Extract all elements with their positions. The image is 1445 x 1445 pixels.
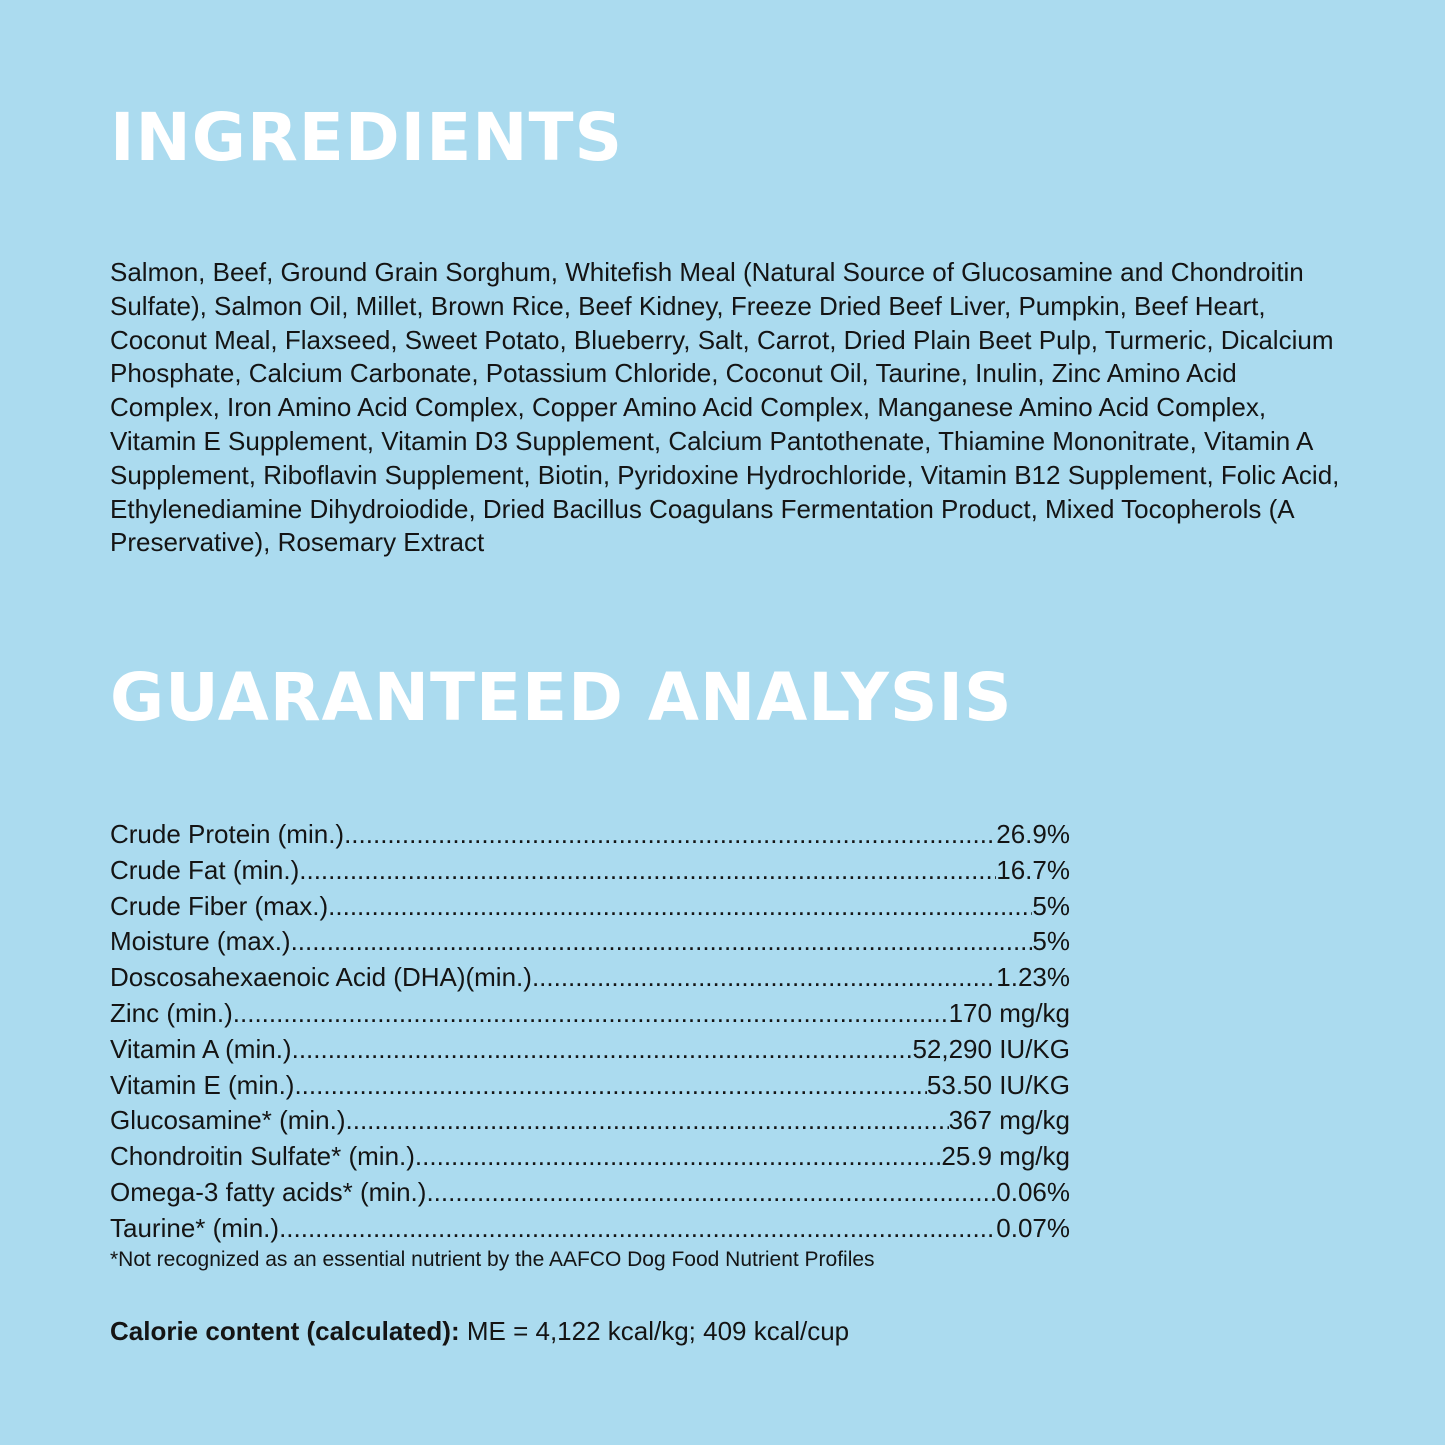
analysis-row-value: 26.9% bbox=[996, 819, 1070, 849]
analysis-row-label: Crude Fiber (max.) bbox=[110, 890, 329, 921]
dot-leader bbox=[292, 1032, 913, 1068]
analysis-row-label: Glucosamine* (min.) bbox=[110, 1105, 346, 1136]
analysis-row-zinc bbox=[110, 996, 1070, 1032]
calorie-content-label: Calorie content (calculated): bbox=[110, 1316, 460, 1346]
analysis-row-value: 52,290 IU/KG bbox=[912, 1033, 1070, 1064]
dot-leader bbox=[294, 1068, 926, 1104]
analysis-row-value: 1.23% bbox=[996, 962, 1070, 993]
analysis-row-moisture bbox=[110, 924, 1070, 960]
analysis-row-value: 367 mg/kg bbox=[948, 1105, 1070, 1136]
analysis-row-chondroitin bbox=[110, 1139, 1070, 1175]
analysis-row-value: 0.07% bbox=[996, 1212, 1070, 1243]
analysis-row-dha bbox=[110, 960, 1070, 996]
analysis-row-value: 0.06% bbox=[996, 1176, 1070, 1207]
analysis-row-label: Omega-3 fatty acids* (min.) bbox=[110, 1176, 427, 1207]
analysis-row-vitamin-a bbox=[110, 1032, 1070, 1068]
analysis-row-value: 5% bbox=[1032, 926, 1070, 957]
analysis-row-glucosamine bbox=[110, 1103, 1070, 1139]
ingredients-list-text: Salmon, Beef, Ground Grain Sorghum, Whitefish Meal (Natural Source of Glucosamine and Chondroitin Sulfate), Salmon Oil, Millet, Brown Rice, Beef Kidney, Freeze Dried Beef Liver, Pumpkin, Beef Heart, Coconut Meal, Flaxseed, Sweet Potato, Blueberry, Salt, Carrot, Dried Plain Beet Pulp, Turmeric, Dicalcium Phosphate, Calcium Carbonate, Potassium Chloride, Coconut Oil, Taurine, Inulin, Zinc Amino Acid Complex, Iron Amino Acid Complex, Copper Amino Acid Complex, Manganese Amino Acid Complex, Vitamin E Supplement, Vitamin D3 Supplement, Calcium Pantothenate, Thiamine Mononitrate, Vitamin A Supplement, Riboflavin Supplement, Biotin, Pyridoxine Hydrochloride, Vitamin B12 Supplement, Folic Acid, Ethylenediamine Dihydroiodide, Dried Bacillus Coagulans Fermentation Product, Mixed Tocopherols (A Preservative), Rosemary Extract bbox=[110, 257, 1340, 558]
analysis-row-label: Moisture (max.) bbox=[110, 926, 291, 957]
analysis-row-label: Vitamin E (min.) bbox=[110, 1069, 295, 1100]
analysis-row-label: Chondroitin Sulfate* (min.) bbox=[110, 1141, 415, 1172]
dot-leader bbox=[426, 1175, 996, 1211]
analysis-row-label: Zinc (min.) bbox=[110, 997, 233, 1028]
analysis-row-vitamin-e bbox=[110, 1068, 1070, 1104]
analysis-row-label: Vitamin A (min.) bbox=[110, 1033, 292, 1064]
dot-leader bbox=[291, 924, 1033, 960]
analysis-row-value: 5% bbox=[1032, 890, 1070, 921]
dot-leader bbox=[299, 853, 996, 889]
analysis-row-omega-3 bbox=[110, 1175, 1070, 1211]
analysis-row-crude-fiber bbox=[110, 889, 1070, 925]
dot-leader bbox=[346, 1103, 949, 1139]
analysis-row-crude-fat bbox=[110, 853, 1070, 889]
analysis-row-value: 170 mg/kg bbox=[948, 997, 1070, 1028]
dot-leader bbox=[344, 817, 996, 853]
calorie-content-value: ME = 4,122 kcal/kg; 409 kcal/cup bbox=[459, 1316, 850, 1346]
analysis-row-value: 25.9 mg/kg bbox=[941, 1141, 1070, 1172]
analysis-row-label: Crude Protein (min.) bbox=[110, 819, 345, 849]
analysis-row-value: 16.7% bbox=[996, 854, 1070, 885]
analysis-row-taurine bbox=[110, 1211, 1070, 1247]
dot-leader bbox=[532, 960, 996, 996]
dot-leader bbox=[279, 1211, 996, 1247]
analysis-table bbox=[110, 817, 1070, 1247]
analysis-row-label: Doscosahexaenoic Acid (DHA)(min.) bbox=[110, 962, 532, 993]
analysis-row-crude-protein bbox=[110, 817, 1070, 853]
analysis-row-label: Taurine* (min.) bbox=[110, 1212, 280, 1243]
dot-leader bbox=[415, 1139, 941, 1175]
aafco-footnote: *Not recognized as an essential nutrient by the AAFCO Dog Food Nutrient Profiles bbox=[110, 1248, 875, 1271]
dot-leader bbox=[233, 996, 949, 1032]
analysis-row-label: Crude Fat (min.) bbox=[110, 854, 300, 885]
guaranteed-analysis-heading: GUARANTEED ANALYSIS bbox=[110, 659, 1013, 736]
analysis-row-value: 53.50 IU/KG bbox=[926, 1069, 1070, 1100]
dot-leader bbox=[328, 889, 1032, 925]
ingredients-heading: INGREDIENTS bbox=[110, 99, 624, 176]
calorie-content bbox=[110, 1313, 849, 1349]
